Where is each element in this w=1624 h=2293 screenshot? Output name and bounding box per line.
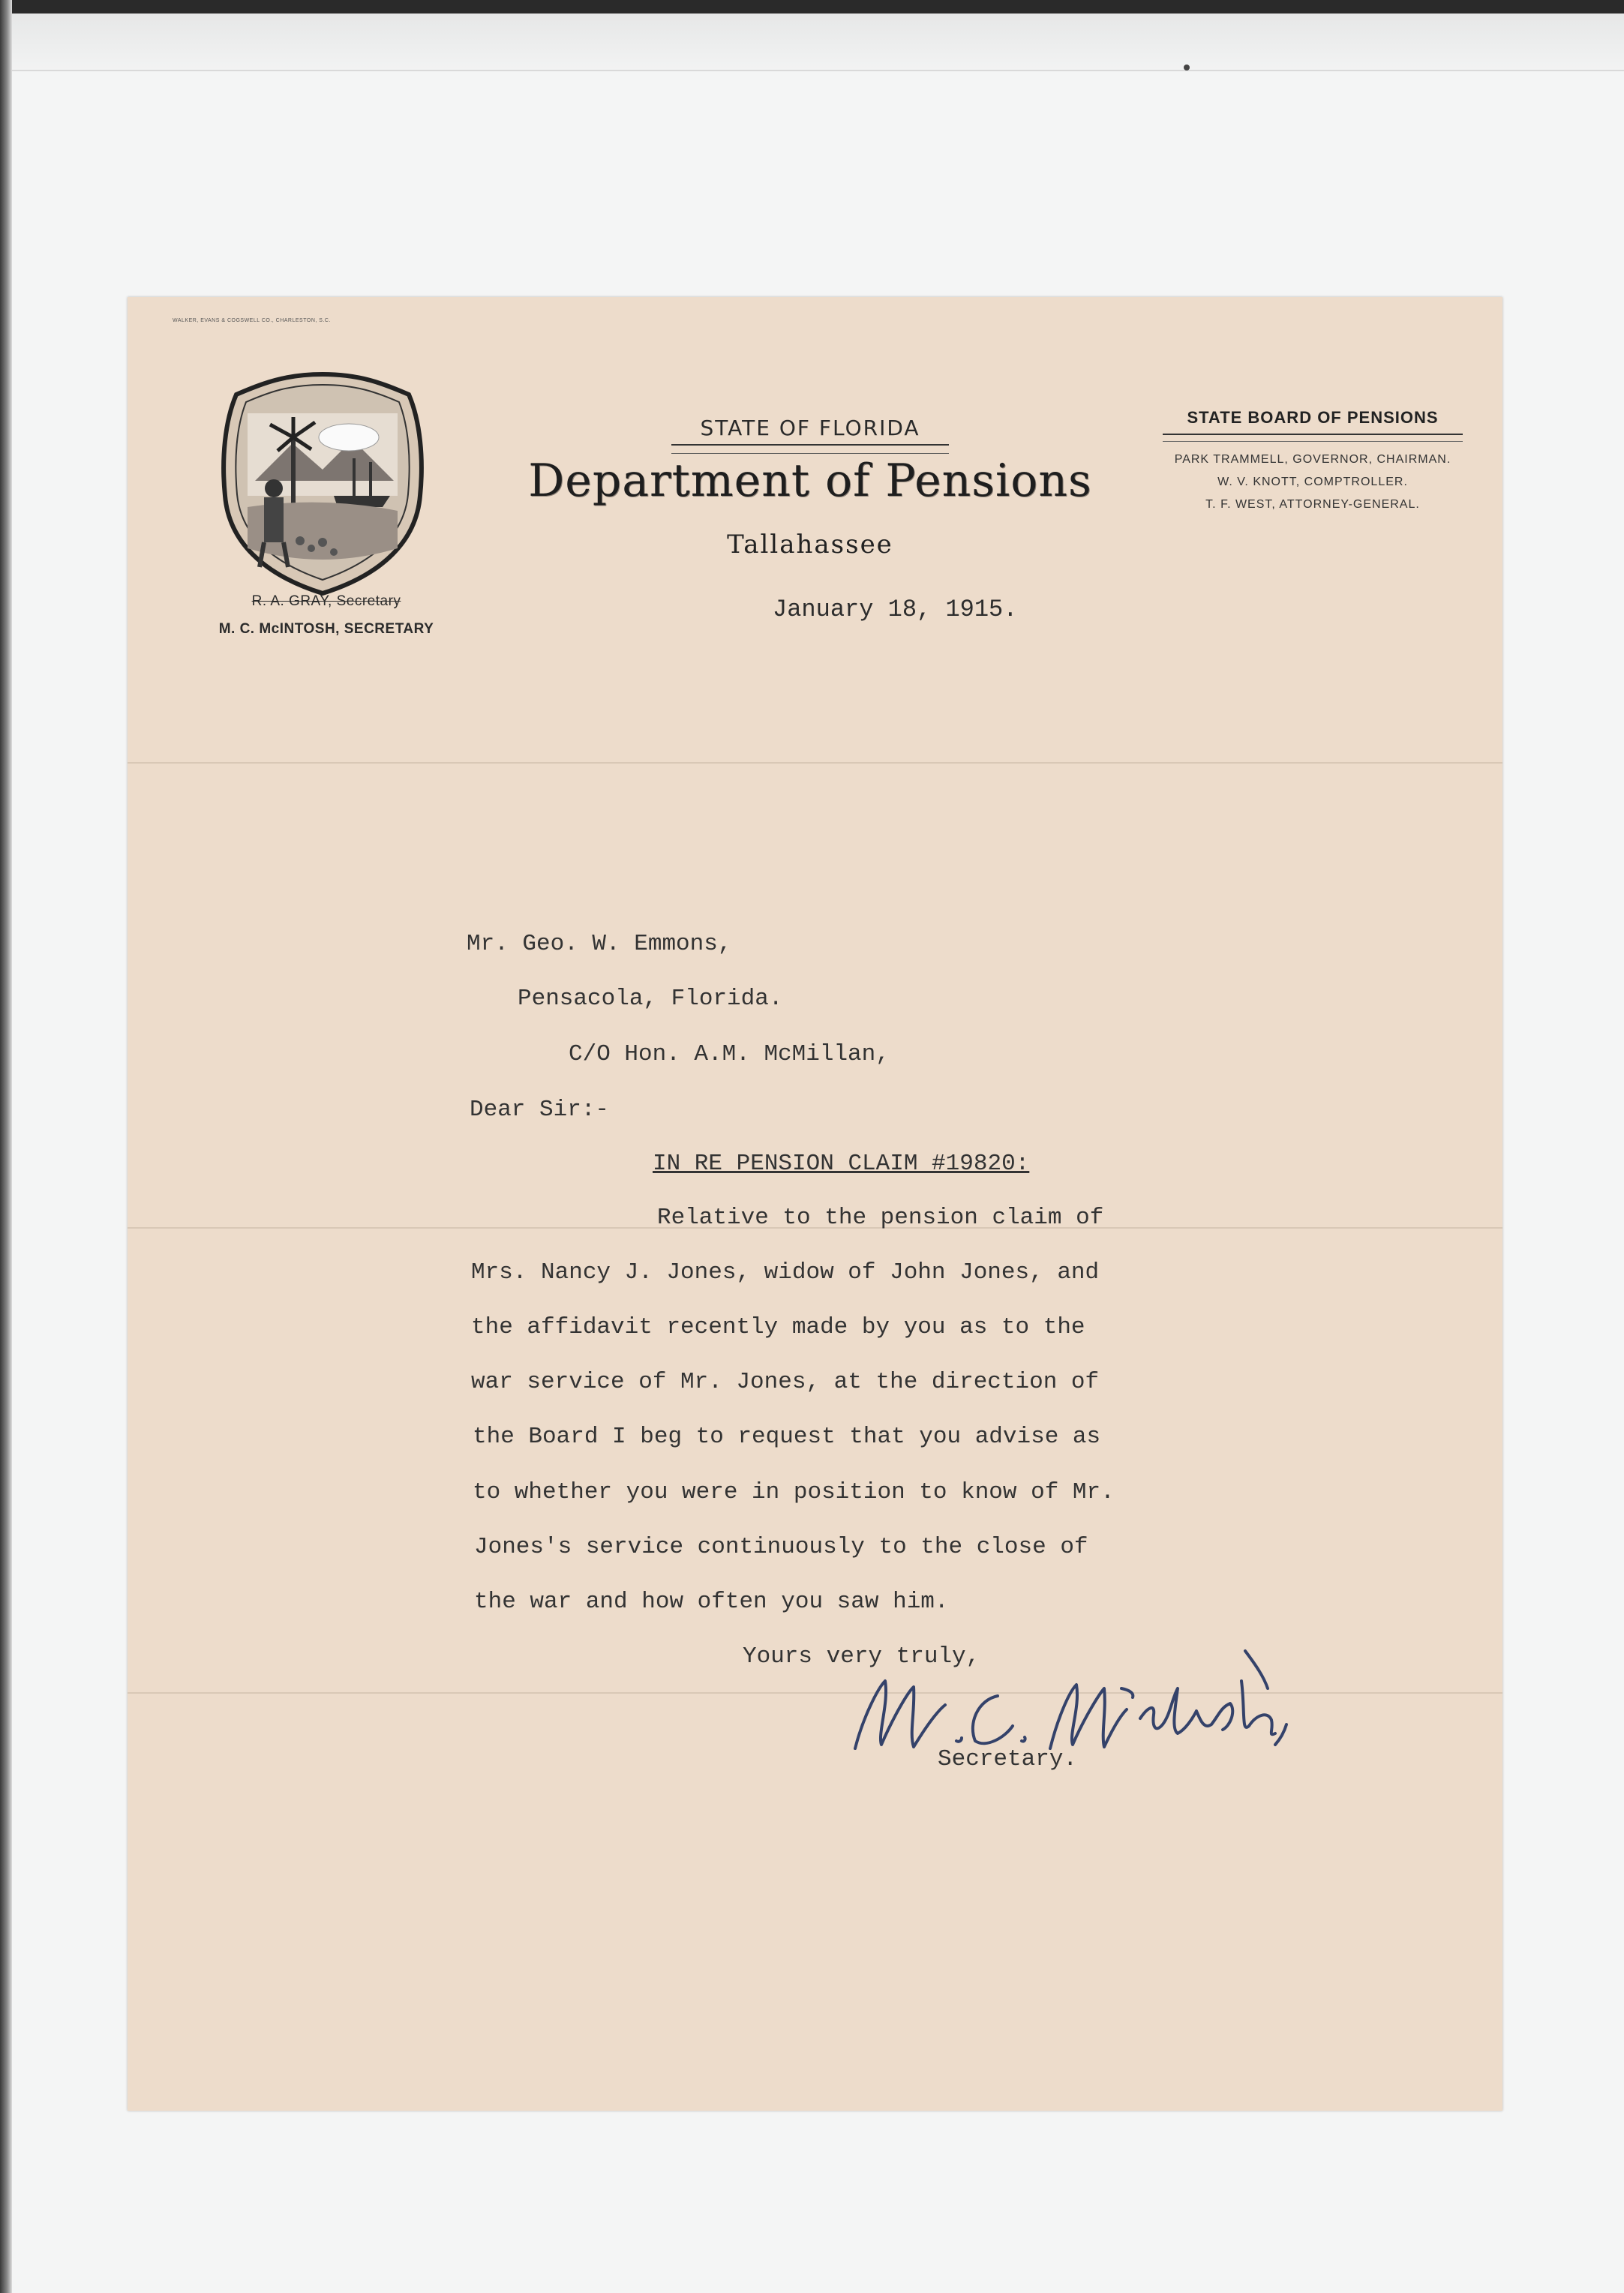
city: Tallahassee xyxy=(727,530,893,560)
board-member: T. F. WEST, ATTORNEY-GENERAL. xyxy=(1205,498,1420,511)
signature-text: M. C. McIntosh, xyxy=(825,1636,831,1637)
current-secretary: M. C. McINTOSH, SECRETARY xyxy=(218,621,434,637)
body-line: the war and how often you saw him. xyxy=(474,1589,949,1615)
signer-title: Secretary. xyxy=(938,1746,1078,1772)
scan-left-edge xyxy=(0,0,12,2293)
body-line: the Board I beg to request that you advise as xyxy=(473,1424,1101,1450)
body-line: Relative to the pension claim of xyxy=(657,1205,1104,1231)
body-line: war service of Mr. Jones, at the direction of xyxy=(471,1369,1100,1395)
florida-state-seal xyxy=(210,368,435,601)
state-title: STATE OF FLORIDA xyxy=(700,416,920,440)
subject-line: IN RE PENSION CLAIM #19820: xyxy=(653,1151,1030,1177)
body-line: the affidavit recently made by you as to the xyxy=(471,1314,1085,1340)
body-line: to whether you were in position to know of Mr. xyxy=(473,1479,1115,1505)
recipient-care-of: C/O Hon. A.M. McMillan, xyxy=(569,1041,890,1067)
closing: Yours very truly, xyxy=(743,1643,980,1670)
board-member: PARK TRAMMELL, GOVERNOR, CHAIRMAN. xyxy=(1174,453,1451,466)
scan-top-edge xyxy=(0,0,1624,14)
scanner-band xyxy=(12,14,1624,71)
former-secretary: R. A. GRAY, Secretary xyxy=(251,593,401,609)
body-line: Mrs. Nancy J. Jones, widow of John Jones, and xyxy=(471,1259,1100,1286)
board-title: STATE BOARD OF PENSIONS xyxy=(1187,408,1439,427)
fold-line xyxy=(128,762,1502,764)
state-title-rule xyxy=(671,444,949,454)
body-line: Jones's service continuously to the close of xyxy=(474,1534,1088,1560)
department-title: Department of Pensions xyxy=(528,455,1092,507)
letter-sheet xyxy=(128,297,1502,2111)
handwritten-signature xyxy=(825,1636,1305,1763)
recipient-name: Mr. Geo. W. Emmons, xyxy=(467,931,732,957)
letter-date: January 18, 1915. xyxy=(773,596,1018,623)
salutation: Dear Sir:- xyxy=(470,1097,610,1123)
board-member: W. V. KNOTT, COMPTROLLER. xyxy=(1217,476,1408,488)
board-title-rule xyxy=(1163,434,1463,442)
scan-speck xyxy=(1184,65,1190,71)
recipient-city: Pensacola, Florida. xyxy=(518,986,783,1012)
printer-credit: WALKER, EVANS & COGSWELL CO., CHARLESTON, S.C. xyxy=(173,318,331,323)
